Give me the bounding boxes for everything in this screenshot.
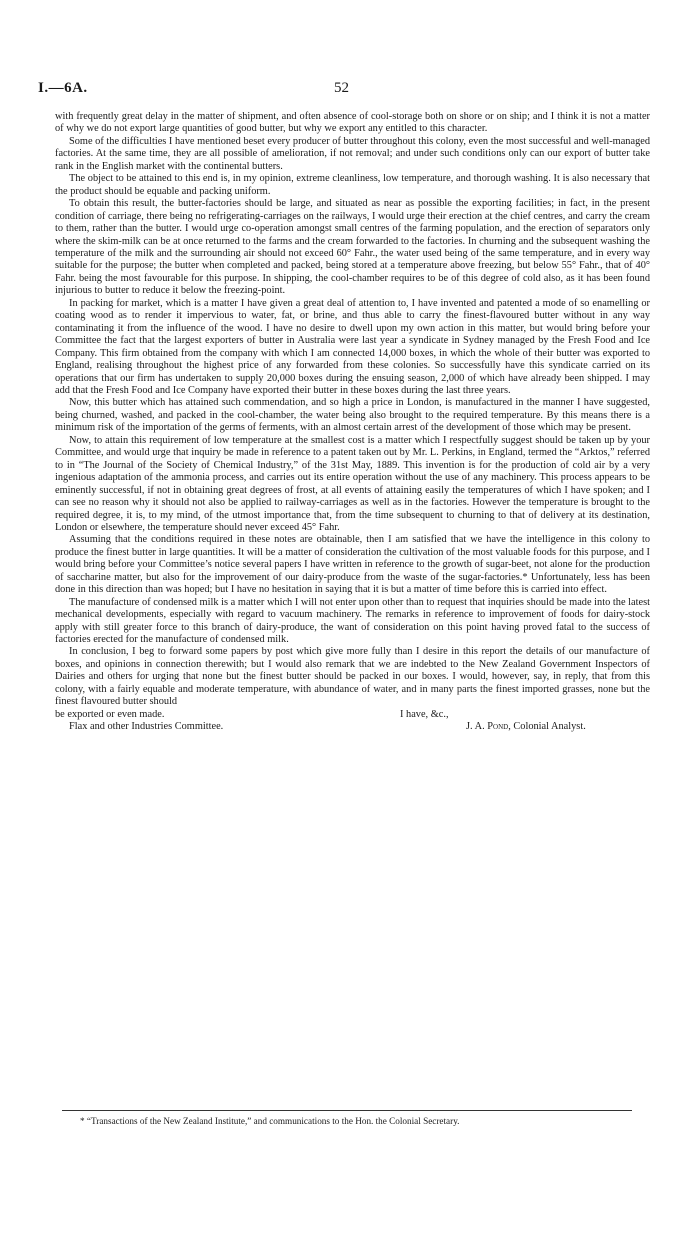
paragraph: Now, this butter which has attained such commendation, and so high a price in London, is manufactured in the manner I have suggested, being churned, washed, and packed in the cool-chamber, the water being also brought to the required temperature. By this means there is a minimum risk of the importation of the germs of ferments, with an almost certain arrest of the development of those which may be present. xyxy=(55,397,650,434)
signer-initials: J. A. xyxy=(466,721,488,733)
paragraph: In conclusion, I beg to forward some papers by post which give more fully than I desire in this report the details of our manufacture of boxes, and opinions in connection therewith; but I would also remark that we are indebted to the New Zealand Government Inspectors of Dairies and others for urging that none but the finest butter should be packed in our boxes. I would, however, say, in reply, that from this colony, with a fairly equable and moderate temperature, with abundance of water, and in many parts the finest imported grasses, none but the finest flavoured butter should xyxy=(55,646,650,708)
addressee: Flax and other Industries Committee. xyxy=(69,721,224,733)
signer-title: , Colonial Analyst. xyxy=(508,721,586,733)
paragraph: In packing for market, which is a matter I have given a great deal of attention to, I have invented and patented a mode of so enamelling or coating wood as to render it impervious to water, fat, or brine, and thus able to carry the finest-flavoured butter without in any way contaminating it from the influence of the wood. I have no desire to dwell upon my own action in this matter, but would bring before your Committee the fact that the largest exporters of butter in Australia were last year a syndicate in Sydney managed by the Fresh Food and Ice Company. This firm obtained from the company with which I am connected 14,000 boxes, in which the whole of their butter was exported to England, realising throughout the highest price of any forwarded from these colonies. So successfully have this syndicate carried on its operations that our firm has undertaken to supply 20,000 boxes during the ensuing season, 2,000 of which have already been shipped. I may add that the Fresh Food and Ice Company have exported their butter in these boxes during the last three years. xyxy=(55,297,650,396)
signer-surname: Pond xyxy=(487,721,509,733)
signature-line xyxy=(55,721,650,734)
document-reference: I.—6A. xyxy=(38,80,88,96)
closing-line xyxy=(55,709,650,721)
paragraph: To obtain this result, the butter-factories should be large, and situated as near as possible the exporting facilities; in fact, in the present condition of carriage, there being no refrigerating-carriages on the railways, I would urge their erection at the chief centres, and carry the cream to them, rather than the butter. I would urge co-operation amongst small centres of the farming population, and the erection of separators only where the skim-milk can be at once returned to the farms and the cream forwarded to the factories. In churning and the subsequent washing the temperature of the milk and the surrounding air should not exceed 60° Fahr., the water used being of the same temperature, and in every way suitable for the purpose; the butter when completed and packed, being stored at a temperature above freezing, but below 55° Fahr., that of 40° Fahr. being the most favourable for this purpose. In shipping, the cool-chamber requires to be of this degree of cold also, as it has been found injurious to butter to reduce it below the freezing-point. xyxy=(55,198,650,297)
footnote-divider xyxy=(62,1110,632,1111)
footnote: * “Transactions of the New Zealand Institute,” and communications to the Hon. the Colonial Secretary. xyxy=(80,1116,460,1126)
body-text xyxy=(55,111,650,734)
salutation: I have, &c., xyxy=(400,708,449,720)
page-number: 52 xyxy=(334,80,349,96)
paragraph: Now, to attain this requirement of low temperature at the smallest cost is a matter which I respectfully suggest should be taken up by your Committee, and would urge that inquiry be made in reference to a patent taken out by Mr. L. Perkins, in England, termed the “Arktos,” referred to in “The Journal of the Society of Chemical Industry,” of the 31st May, 1889. This invention is for the production of cold air by a very ingenious adaptation of the ammonia process, and carries out its entire operation without the use of any machinery. This process appears to be eminently successful, if not in obtaining great degrees of frost, at all events of attaining easily the temperatures of which I have spoken; and I can see no reason why it should not also be applied to railway-carriages as well as in the factories. However the temperature is brought to the required degree, it is, to my mind, of the utmost importance that, from the time subsequent to churning to that of delivery at its destination, London or elsewhere, the temperature should never exceed 45° Fahr. xyxy=(55,434,650,533)
signature xyxy=(466,721,586,733)
paragraph: The manufacture of condensed milk is a matter which I will not enter upon other than to request that inquiries should be made into the latest mechanical developments, especially with regard to vacuum machinery. The remarks in reference to improvement of foods for dairy-stock apply with still greater force to this branch of dairy-produce, the want of consideration on this point having proved fatal to the success of factories erected for the manufacture of condensed milk. xyxy=(55,596,650,646)
page-header xyxy=(38,80,645,102)
paragraph: The object to be attained to this end is, in my opinion, extreme cleanliness, low temperature, and thorough washing. It is also necessary that the product should be equable and packing uniform. xyxy=(55,173,650,197)
paragraph: Some of the difficulties I have mentioned beset every producer of butter throughout this colony, even the most successful and well-managed factories. At the same time, they are all possible of amelioration, if not removal; and under such conditions only can our export of butter take rank in the English market with the continental butters. xyxy=(55,135,650,172)
closing-text: be exported or even made. xyxy=(55,708,165,720)
paragraph: Assuming that the conditions required in these notes are obtainable, then I am satisfied that we have the intelligence in this colony to produce the finest butter in large quantities. It will be a matter of consideration the cultivation of the most valuable foods for this purpose, and I would bring before your Committee’s notice several papers I have written in reference to the growth of sugar-beet, not alone for the production of saccharine matter, but also for the improvement of our dairy-produce from the waste of the sugar-factories.* Unfortunately, less has been done in this direction than was hoped; but I have no hesitation in saying that it is but a matter of time before this is carried into effect. xyxy=(55,534,650,596)
paragraph: with frequently great delay in the matter of shipment, and often absence of cool-storage both on shore or on ship; and I think it is not a matter of why we do not export large quantities of good butter, but why we export any entitled to this character. xyxy=(55,111,650,135)
